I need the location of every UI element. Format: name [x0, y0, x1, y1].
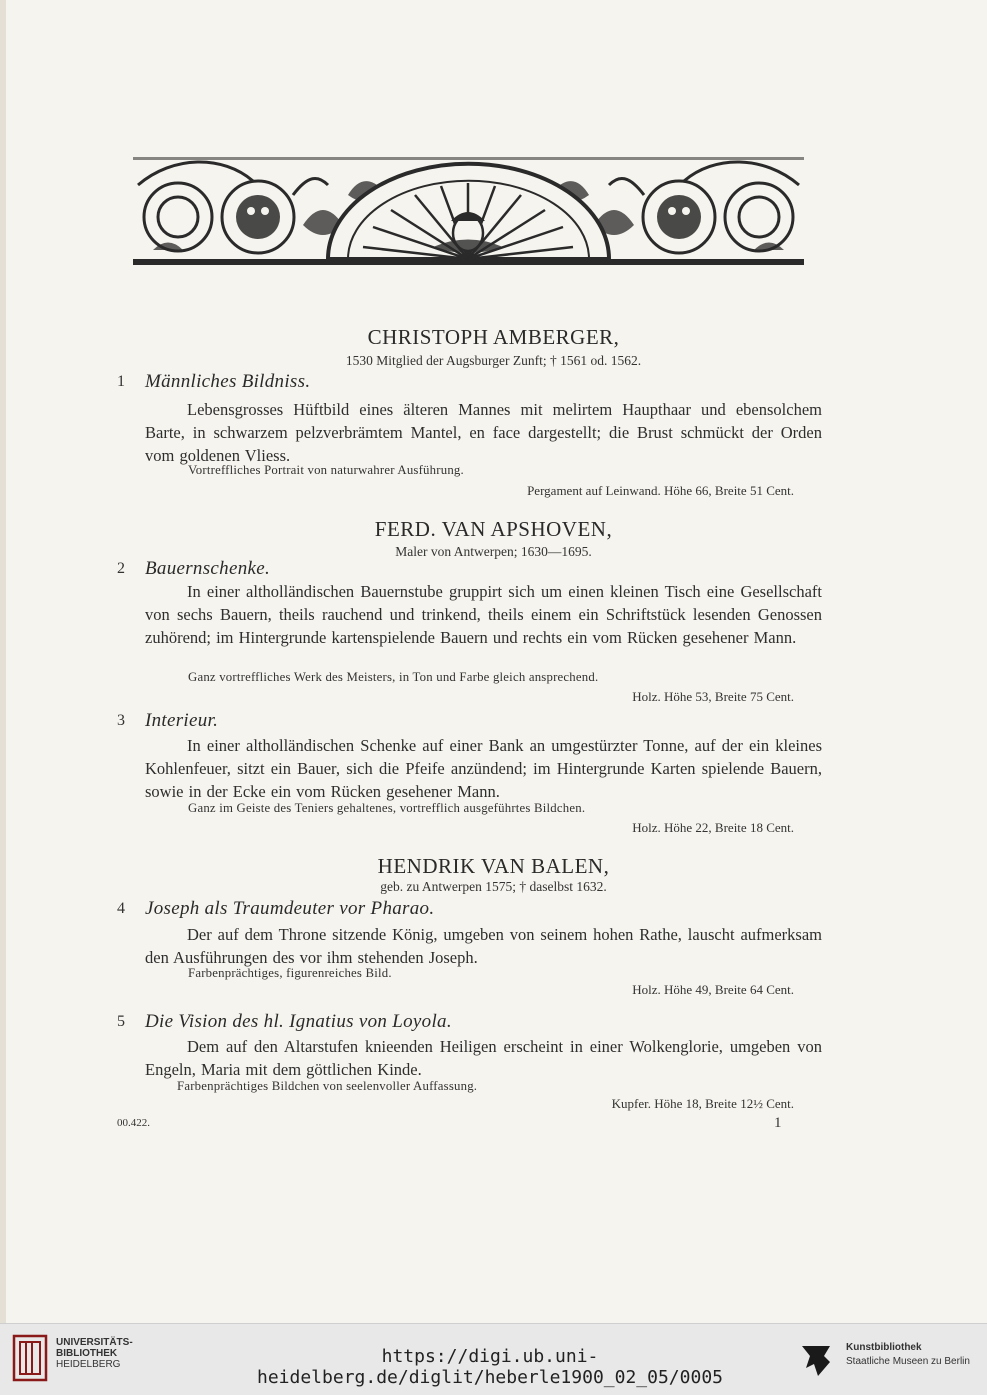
kunstbibliothek-eagle-icon	[800, 1340, 834, 1378]
lot-title: Die Vision des hl. Ignatius von Loyola.	[145, 1011, 452, 1032]
lot-note: Farbenprächtiges Bildchen von seelenvoller Auffassung.	[177, 1079, 478, 1093]
lot-measurements: Pergament auf Leinwand. Höhe 66, Breite 51 Cent.	[527, 483, 794, 498]
artist-bio: 1530 Mitglied der Augsburger Zunft; † 1561 od. 1562.	[345, 353, 642, 368]
artist-heading: FERD. VAN APSHOVEN,	[374, 517, 613, 541]
lot-title: Männliches Bildniss.	[145, 371, 311, 392]
lot-note: Ganz vortreffliches Werk des Meisters, in Ton und Farbe gleich ansprechend.	[188, 670, 599, 684]
lot-title: Bauernschenke.	[145, 558, 271, 579]
lot-title: Interieur.	[145, 710, 219, 731]
lot-number: 4	[117, 900, 125, 917]
artist-heading: HENDRIK VAN BALEN,	[377, 854, 610, 878]
ub-logo-line: HEIDELBERG	[56, 1359, 121, 1370]
lot-measurements: Kupfer. Höhe 18, Breite 12½ Cent.	[611, 1096, 794, 1111]
lot-number: 5	[117, 1013, 125, 1030]
artist-heading: CHRISTOPH AMBERGER,	[367, 325, 620, 349]
ub-logo-line: BIBLIOTHEK	[56, 1348, 118, 1359]
lot-title: Joseph als Traumdeuter vor Pharao.	[145, 898, 435, 919]
lot-note: Ganz im Geiste des Teniers gehaltenes, vortrefflich ausgeführtes Bildchen.	[188, 801, 586, 815]
lot-note: Farbenprächtiges, figurenreiches Bild.	[188, 966, 392, 980]
page-number: 1	[774, 1115, 782, 1131]
decorative-headpiece-icon	[133, 155, 804, 265]
permalink-url[interactable]: https://digi.ub.uni-heidelberg.de/diglit/heberle1900_02_05/0005	[257, 1346, 723, 1388]
lot-measurements: Holz. Höhe 22, Breite 18 Cent.	[632, 820, 794, 835]
ub-logo-line: UNIVERSITÄTS-	[56, 1337, 133, 1348]
lot-number: 2	[117, 560, 125, 577]
lot-description: Dem auf den Altarstufen knieenden Heiligen erscheint in einer Wolkenglorie, umgeben von Engeln, Maria mit dem göttlichen Kinde.	[145, 1037, 822, 1079]
lot-description: Der auf dem Throne sitzende König, umgeben von seinem hohen Rathe, lauscht aufmerksam den Ausführungen des vor ihm stehenden Joseph.	[145, 925, 822, 967]
lot-description: In einer altholländischen Bauernstube gruppirt sich um einen kleinen Tisch eine Gesellschaft von sechs Bauern, theils rauchend und trinkend, theils einem ein Schriftstück lesenden Genossen zuhörend; im Hintergrunde kartenspielende Bauern und rechts ein vom Rücken gesehener Mann.	[145, 582, 822, 647]
scan-edge	[0, 0, 6, 1323]
lot-measurements: Holz. Höhe 53, Breite 75 Cent.	[632, 689, 794, 704]
lot-note: Vortreffliches Portrait von naturwahrer Ausführung.	[188, 463, 464, 477]
kunstbibliothek-logo-line: Kunstbibliothek	[846, 1342, 922, 1353]
lot-measurements: Holz. Höhe 49, Breite 64 Cent.	[632, 982, 794, 997]
kunstbibliothek-logo-line: Staatliche Museen zu Berlin	[846, 1356, 970, 1367]
viewer-footer	[0, 1323, 987, 1395]
lot-description: Lebensgrosses Hüftbild eines älteren Mannes mit melirtem Haupthaar und ebensolchem Barte, in schwarzem pelzverbrämtem Mantel, en face dargestellt; die Brust schmückt der Orden vom goldenen Vliess.	[145, 400, 822, 465]
lot-description: In einer altholländischen Schenke auf einer Bank an umgestürzter Tonne, auf der ein kleines Kohlenfeuer, sitzt ein Bauer, sich die Pfeife anzündend; im Hintergrunde Karten spielende Bauern, sowie in der Ecke ein vom Rücken gesehener Mann.	[145, 736, 822, 801]
artist-bio: geb. zu Antwerpen 1575; † daselbst 1632.	[380, 879, 607, 894]
ub-heidelberg-logo-icon	[12, 1334, 48, 1382]
lot-number: 1	[117, 373, 125, 390]
artist-bio: Maler von Antwerpen; 1630—1695.	[395, 544, 592, 559]
printer-signature: 00.422.	[117, 1117, 150, 1129]
lot-number: 3	[117, 712, 125, 729]
